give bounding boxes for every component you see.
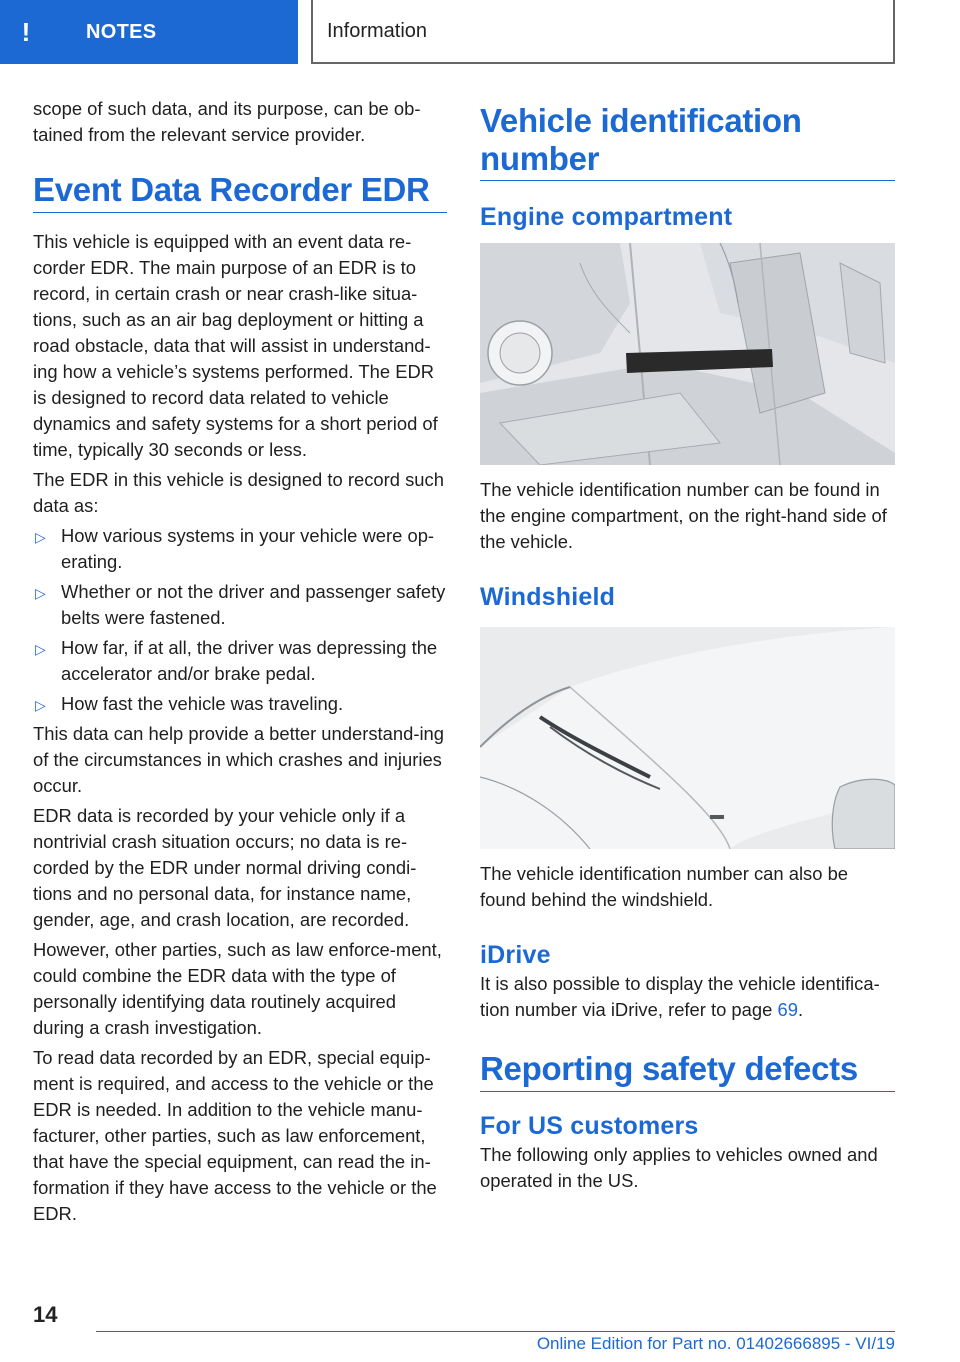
footer-edition-text: Online Edition for Part no. 01402666895 - VI/19 — [536, 1334, 895, 1353]
windshield-illustration — [480, 627, 895, 849]
right-column — [480, 102, 895, 1198]
footer-divider — [96, 1331, 895, 1332]
list-item: ▷ Whether or not the driver and passenger safety belts were fastened. — [35, 581, 446, 628]
edr-heading: Event Data Recorder EDR — [33, 170, 447, 213]
edr-bullet-list — [33, 523, 447, 717]
header-notes-tab — [0, 0, 298, 64]
idrive-text: It is also possible to display the vehicle identifica-tion number via iDrive, refer to page 69. — [480, 973, 880, 1020]
edr-paragraph-3: This data can help provide a better understand-ing of the circumstances in which crashes and injuries occur. — [33, 723, 444, 796]
engine-compartment-image — [480, 243, 895, 465]
vin-heading: Vehicle identification number — [480, 102, 895, 181]
windshield-heading: Windshield — [480, 583, 616, 611]
us-customers-heading: For US customers — [480, 1112, 699, 1140]
triangle-bullet-icon: ▷ — [35, 585, 46, 601]
intro-paragraph: scope of such data, and its purpose, can be ob-tained from the relevant service provider. — [33, 98, 421, 145]
notes-label: NOTES — [86, 20, 157, 43]
engine-illustration — [480, 243, 895, 465]
edr-paragraph-5: However, other parties, such as law enforce-ment, could combine the EDR data with the type of personally identifying data routinely acquired during a crash investigation. — [33, 939, 442, 1038]
page-number: 14 — [33, 1302, 58, 1327]
list-item: ▷ How various systems in your vehicle were op-erating. — [35, 525, 435, 572]
us-customers-text: The following only applies to vehicles owned and operated in the US. — [480, 1144, 878, 1191]
windshield-text: The vehicle identification number can also be found behind the windshield. — [480, 863, 849, 910]
section-title: Information — [327, 19, 428, 42]
edr-paragraph-4: EDR data is recorded by your vehicle only if a nontrivial crash situation occurs; no data is re-corded by the EDR under normal driving condi-tions and no personal data, for instance name, gender, age, and crash location, are recorded. — [33, 805, 417, 930]
header-section-box — [311, 0, 895, 64]
exclamation-icon: ! — [21, 17, 31, 47]
edr-paragraph-2: The EDR in this vehicle is designed to record such data as: — [33, 469, 444, 516]
edr-paragraph-1: This vehicle is equipped with an event data re-corder EDR. The main purpose of an EDR is to record, in certain crash or near crash-like situa-tions, such as an air bag deployment or hitting a road obstacle, data that will assist in understand-ing how a vehicle’s systems performed. The EDR is designed to record data related to vehicle dynamics and safety systems for a short period of time, typically 30 seconds or less. — [33, 231, 438, 460]
safety-defects-heading: Reporting safety defects — [480, 1049, 895, 1092]
list-item: ▷ How far, if at all, the driver was depressing the accelerator and/or brake pedal. — [35, 637, 438, 684]
idrive-heading: iDrive — [480, 941, 551, 969]
triangle-bullet-icon: ▷ — [35, 529, 46, 545]
windshield-image — [480, 627, 895, 849]
engine-compartment-heading: Engine compartment — [480, 203, 733, 231]
left-column — [33, 96, 447, 1231]
list-item: ▷ How fast the vehicle was traveling. — [33, 691, 447, 717]
triangle-bullet-icon: ▷ — [35, 697, 46, 713]
page-reference-link[interactable]: 69 — [777, 999, 798, 1020]
engine-compartment-text: The vehicle identification number can be found in the engine compartment, on the right-hand side of the vehicle. — [480, 479, 887, 552]
triangle-bullet-icon: ▷ — [35, 641, 46, 657]
edr-paragraph-6: To read data recorded by an EDR, special equip-ment is required, and access to the vehicle or the EDR is needed. In addition to the vehicle manu-facturer, other parties, such as law enforcement, that have the special equipment, can read the in-formation if they have access to the vehicle or the EDR. — [33, 1047, 437, 1224]
